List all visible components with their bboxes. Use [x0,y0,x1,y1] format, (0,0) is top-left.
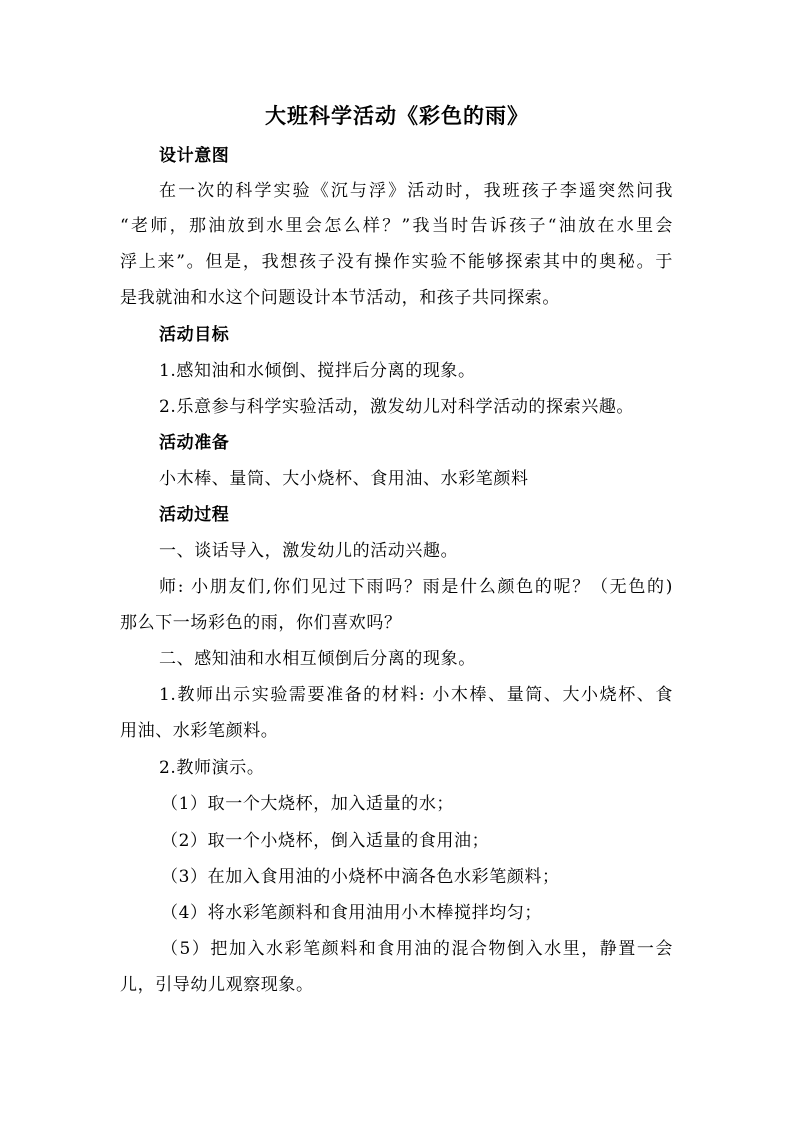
teacher-line-1: 师: 小朋友们,你们见过下雨吗？雨是什么颜色的呢？（无色的) [159,577,673,597]
goals-heading: 活动目标 [159,325,230,345]
sub-step-5-line-1: （5）把加入水彩笔颜料和食用油的混合物倒入水里，静置一会 [161,939,673,959]
sub-step-2: （2）取一个小烧杯，倒入适量的食用油； [161,831,490,851]
process-step-2: 二、感知油和水相互倾倒后分离的现象。 [159,649,476,669]
goal-item-1: 1.感知油和水倾倒、搅拌后分离的现象。 [159,361,476,381]
intent-heading: 设计意图 [159,146,230,166]
goal-item-2: 2.乐意参与科学实验活动，激发幼儿对科学活动的探索兴趣。 [159,397,635,417]
sub-step-5-line-2: 儿，引导幼儿观察现象。 [120,975,314,995]
intent-line-1: 在一次的科学实验《沉与浮》活动时，我班孩子李遥突然问我 [159,181,673,201]
document-title: 大班科学活动《彩色的雨》 [265,103,529,128]
sub-step-3: （3）在加入食用油的小烧杯中滴各色水彩笔颜料； [161,867,560,887]
material-line-2: 用油、水彩笔颜料。 [120,721,279,741]
intent-line-4: 是我就油和水这个问题设计本节活动，和孩子共同探索。 [120,288,560,308]
sub-step-4: （4）将水彩笔颜料和食用油用小木棒搅拌均匀； [161,903,543,923]
sub-step-1: （1）取一个大烧杯，加入适量的水； [161,794,455,814]
teacher-line-2: 那么下一场彩色的雨，你们喜欢吗？ [120,613,402,633]
prep-heading: 活动准备 [159,433,230,453]
process-step-1: 一、谈话导入，激发幼儿的活动兴趣。 [159,541,459,561]
demo-line: 2.教师演示。 [159,758,265,778]
prep-text: 小木棒、量筒、大小烧杯、食用油、水彩笔颜料 [159,469,529,489]
material-line-1: 1.教师出示实验需要准备的材料: 小木棒、量筒、大小烧杯、食 [159,685,673,705]
process-heading: 活动过程 [159,505,230,525]
intent-line-2: “老师，那油放到水里会怎么样？”我当时告诉孩子“油放在水里会 [120,216,673,236]
intent-line-3: 浮上来”。但是，我想孩子没有操作实验不能够探索其中的奥秘。于 [120,252,673,272]
